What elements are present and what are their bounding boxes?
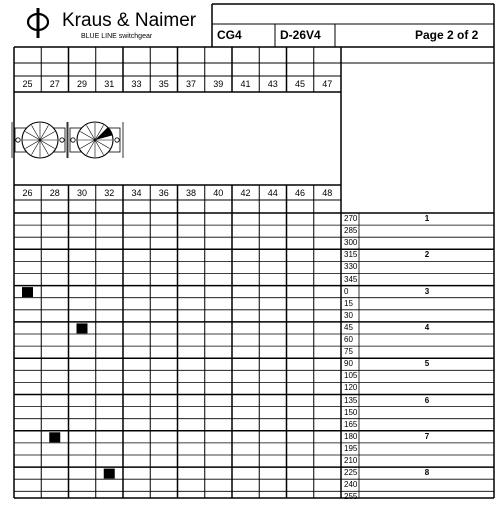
- terminal-number-39: 39: [213, 79, 224, 89]
- angle-label: 240: [344, 480, 358, 490]
- terminal-number-35: 35: [158, 79, 169, 89]
- angle-label: 285: [344, 226, 358, 236]
- terminal-number-48: 48: [322, 188, 333, 198]
- terminal-number-43: 43: [267, 79, 278, 89]
- terminal-number-40: 40: [213, 188, 224, 198]
- angle-label: 45: [344, 322, 353, 332]
- angle-label: 270: [344, 214, 358, 223]
- angle-label: 345: [344, 274, 358, 284]
- brand-name: Kraus & Naimer: [62, 10, 197, 31]
- angle-label: 90: [344, 359, 353, 369]
- model-label: D-26V4: [280, 28, 321, 42]
- angle-label: 135: [344, 395, 358, 405]
- angle-label: 165: [344, 419, 358, 429]
- terminal-number-44: 44: [267, 188, 278, 198]
- angle-label: 330: [344, 262, 358, 272]
- terminal-number-33: 33: [131, 79, 142, 89]
- angle-label: 60: [344, 335, 353, 344]
- series-label: CG4: [217, 28, 242, 42]
- contact-closed-marker: [22, 287, 33, 297]
- terminal-number-45: 45: [294, 79, 305, 89]
- angle-label: 180: [344, 431, 358, 441]
- angle-label: 195: [344, 443, 358, 453]
- angle-label: 105: [344, 371, 358, 381]
- angle-label: 210: [344, 456, 358, 465]
- angle-label: 120: [344, 383, 358, 393]
- position-number: 5: [424, 359, 430, 369]
- terminal-number-42: 42: [240, 188, 251, 198]
- terminal-number-29: 29: [76, 79, 87, 89]
- contact-closed-marker: [49, 432, 60, 442]
- angle-label: 150: [344, 407, 358, 417]
- terminal-number-47: 47: [322, 79, 333, 89]
- terminal-number-36: 36: [158, 188, 169, 198]
- position-number: 3: [424, 286, 430, 296]
- terminal-number-30: 30: [76, 188, 87, 198]
- terminal-number-31: 31: [104, 79, 115, 89]
- terminal-number-32: 32: [104, 188, 115, 198]
- terminal-number-41: 41: [240, 79, 251, 89]
- position-number: 4: [424, 322, 430, 332]
- terminal-number-34: 34: [131, 188, 142, 198]
- angle-label: 75: [344, 347, 353, 357]
- contact-closed-marker: [104, 469, 115, 479]
- angle-label: 225: [344, 468, 358, 478]
- terminal-number-27: 27: [49, 79, 60, 89]
- position-number: 2: [424, 250, 430, 260]
- terminal-number-25: 25: [22, 79, 33, 89]
- position-number: 6: [424, 395, 430, 405]
- cam-disc-icon: [12, 122, 68, 158]
- terminal-number-26: 26: [22, 188, 33, 198]
- terminal-number-38: 38: [185, 188, 196, 198]
- position-number: 1: [424, 214, 430, 223]
- contact-closed-marker: [77, 323, 88, 333]
- position-number: 8: [424, 468, 430, 478]
- angle-label: 0: [344, 286, 349, 296]
- angle-label: 30: [344, 310, 353, 320]
- page-indicator: Page 2 of 2: [415, 28, 479, 42]
- kraus-naimer-logo-icon: [28, 8, 48, 38]
- brand-tagline: BLUE LINE switchgear: [81, 33, 153, 40]
- angle-label: 255: [344, 492, 358, 502]
- position-number: 7: [424, 431, 430, 441]
- terminal-number-28: 28: [49, 188, 60, 198]
- terminal-number-46: 46: [294, 188, 305, 198]
- angle-label: 300: [344, 238, 358, 248]
- terminal-number-37: 37: [185, 79, 196, 89]
- angle-label: 15: [344, 298, 353, 308]
- angle-label: 315: [344, 250, 358, 260]
- cam-disc-icon: [67, 122, 123, 158]
